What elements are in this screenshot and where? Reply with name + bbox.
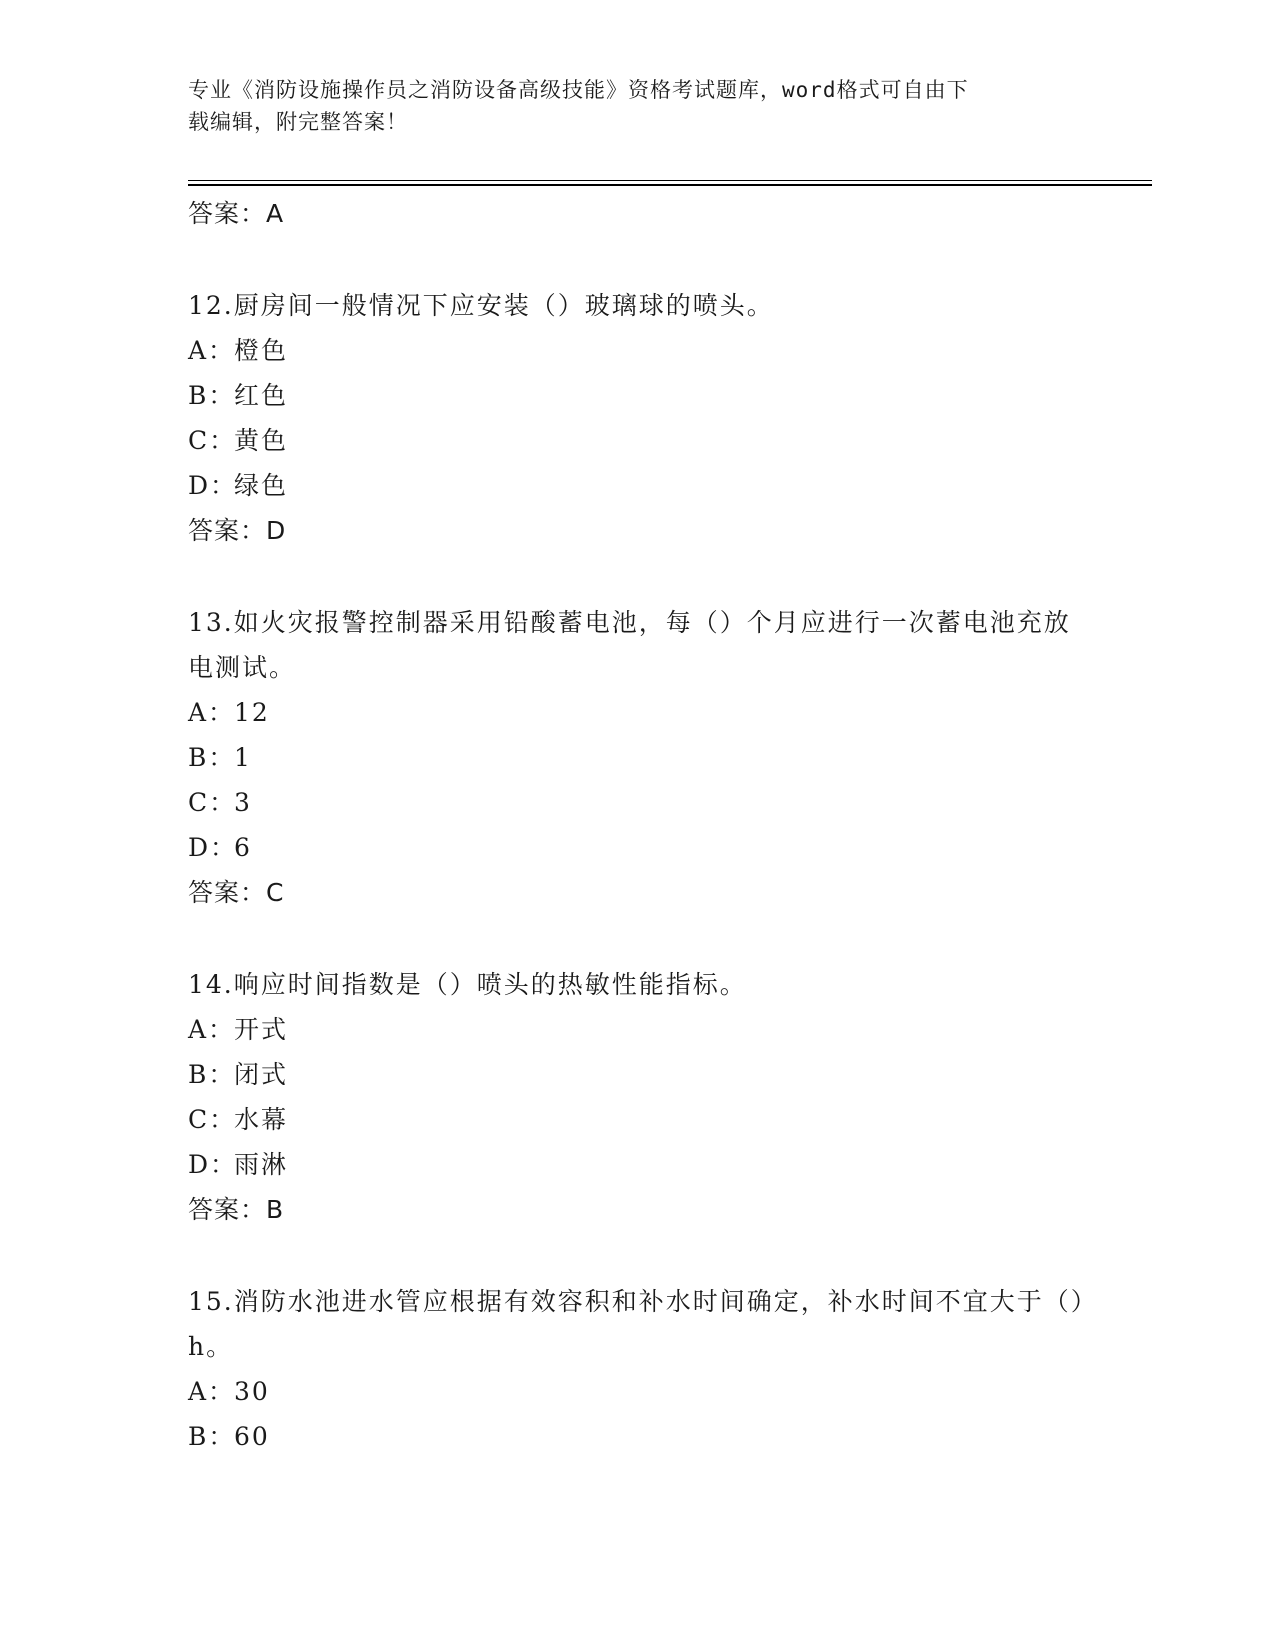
- answer-value: D: [266, 516, 287, 545]
- option-c: [188, 418, 1088, 463]
- answer-label: 答案：: [188, 1195, 267, 1224]
- option-letter: D：: [188, 471, 238, 500]
- option-text: 雨淋: [234, 1150, 289, 1179]
- option-text: 开式: [234, 1015, 289, 1044]
- option-text: 30: [234, 1377, 270, 1406]
- option-letter: C：: [188, 1105, 237, 1134]
- question-block: [188, 283, 1088, 553]
- question-block: [188, 962, 1088, 1232]
- option-text: 红色: [234, 381, 289, 410]
- option-text: 闭式: [234, 1060, 289, 1089]
- option-a: [188, 1369, 1088, 1414]
- option-text: 1: [234, 743, 252, 772]
- question-block: [188, 1279, 1088, 1459]
- option-letter: A：: [188, 698, 236, 727]
- option-letter: C：: [188, 788, 237, 817]
- option-b: [188, 735, 1088, 780]
- option-d: [188, 825, 1088, 870]
- header-line-2: 载编辑，附完整答案！: [188, 110, 408, 134]
- question-block: [188, 600, 1088, 915]
- answer-label: 答案：: [188, 516, 267, 545]
- answer-line: [188, 191, 1088, 236]
- option-letter: B：: [188, 1060, 236, 1089]
- option-letter: A：: [188, 1377, 236, 1406]
- header-rule-thick: [188, 184, 1152, 186]
- option-d: [188, 1142, 1088, 1187]
- option-a: [188, 328, 1088, 373]
- option-text: 黄色: [234, 426, 289, 455]
- option-b: [188, 373, 1088, 418]
- option-text: 6: [234, 833, 252, 862]
- option-letter: A：: [188, 1015, 236, 1044]
- option-letter: B：: [188, 743, 236, 772]
- header-line-1: 专业《消防设施操作员之消防设备高级技能》资格考试题库，word格式可自由下: [188, 78, 969, 102]
- answer-value: C: [266, 878, 285, 907]
- answer-label: 答案：: [188, 199, 267, 228]
- header-rule-thin: [188, 180, 1152, 181]
- answer-line: [188, 1187, 1088, 1232]
- document-header: [188, 74, 1088, 138]
- option-text: 60: [234, 1422, 270, 1451]
- option-letter: D：: [188, 1150, 238, 1179]
- option-letter: B：: [188, 1422, 236, 1451]
- question-text: 14.响应时间指数是（）喷头的热敏性能指标。: [188, 970, 747, 999]
- option-letter: A：: [188, 336, 236, 365]
- answer-value: B: [266, 1195, 285, 1224]
- option-text: 橙色: [234, 336, 289, 365]
- option-text: 12: [234, 698, 270, 727]
- option-letter: C：: [188, 426, 237, 455]
- option-c: [188, 780, 1088, 825]
- option-a: [188, 690, 1088, 735]
- option-b: [188, 1414, 1088, 1459]
- option-c: [188, 1097, 1088, 1142]
- question-text: 13.如火灾报警控制器采用铅酸蓄电池，每（）个月应进行一次蓄电池充放电测试。: [188, 608, 1071, 682]
- option-letter: D：: [188, 833, 238, 862]
- option-d: [188, 463, 1088, 508]
- option-text: 水幕: [234, 1105, 289, 1134]
- answer-line: [188, 870, 1088, 915]
- option-letter: B：: [188, 381, 236, 410]
- option-text: 3: [234, 788, 252, 817]
- option-a: [188, 1007, 1088, 1052]
- option-text: 绿色: [234, 471, 289, 500]
- answer-label: 答案：: [188, 878, 267, 907]
- question-list: [188, 191, 1088, 1459]
- question-text: 15.消防水池进水管应根据有效容积和补水时间确定，补水时间不宜大于（）h。: [188, 1287, 1086, 1361]
- answer-line: [188, 508, 1088, 553]
- question-text: 12.厨房间一般情况下应安装（）玻璃球的喷头。: [188, 291, 774, 320]
- option-b: [188, 1052, 1088, 1097]
- answer-value: A: [266, 199, 285, 228]
